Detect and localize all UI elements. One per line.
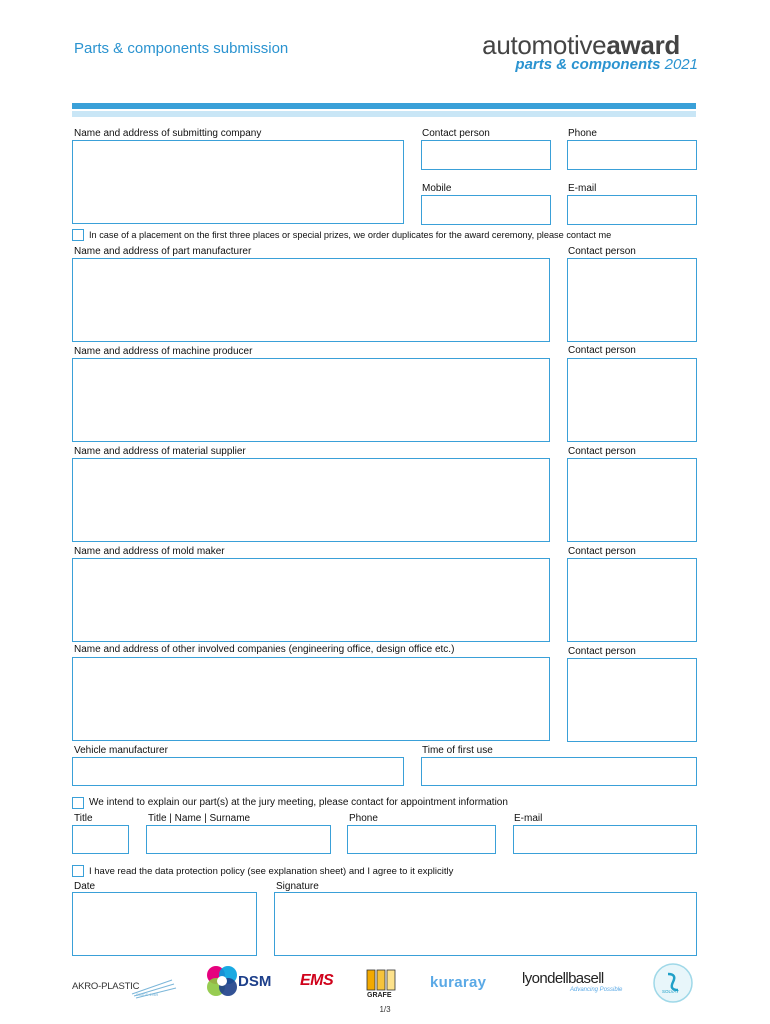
jury-name-field[interactable] [146,825,331,854]
page-number: 1/3 [379,1005,391,1014]
machine-producer-contact-label: Contact person [568,345,636,356]
company-phone-field[interactable] [567,140,697,170]
brand-light: automotive [482,30,607,60]
other-companies-field[interactable] [72,657,550,741]
date-field[interactable] [72,892,257,956]
company-contact-field[interactable] [421,140,551,170]
part-manufacturer-contact-field[interactable] [567,258,697,342]
signature-label: Signature [276,881,319,892]
grafe-mark [366,968,400,992]
first-use-field[interactable] [421,757,697,786]
grafe-logo [366,968,400,997]
company-phone-label: Phone [568,128,597,139]
brand-bold: award [606,30,680,60]
jury-email-label: E-mail [514,813,543,824]
date-label: Date [74,881,96,892]
company-email-field[interactable] [567,195,697,225]
lyondellbasell-sub: Advancing Possible [570,987,623,993]
first-use-label: Time of first use [422,745,493,756]
machine-producer-field[interactable] [72,358,550,442]
jury-checkbox-label: We intend to explain our part(s) at the jury meeting, please contact for appointment information [89,797,508,808]
machine-producer-label: Name and address of machine producer [74,346,253,357]
akro-plastic-sub: SINCE 1969 [136,992,159,997]
brand-subtitle [515,56,698,73]
sponsor-logos [60,960,710,1005]
company-email-label: E-mail [568,183,597,194]
machine-producer-contact-field[interactable] [567,358,697,442]
material-supplier-field[interactable] [72,458,550,542]
mold-maker-field[interactable] [72,558,550,642]
jury-email-field[interactable] [513,825,697,854]
dsm-logo [205,964,272,1003]
solvay-logo [652,962,694,1009]
form-title: Parts & components submission [74,40,289,57]
dsm-text: DSM [238,973,272,990]
mold-maker-contact-field[interactable] [567,558,697,642]
jury-title-field[interactable] [72,825,129,854]
mold-maker-contact-label: Contact person [568,546,636,557]
jury-name-label: Title | Name | Surname [148,813,251,824]
other-companies-contact-label: Contact person [568,646,636,657]
privacy-checkbox[interactable] [72,865,84,877]
other-companies-contact-field[interactable] [567,658,697,742]
akro-plastic-text: AKRO-PLASTIC [72,981,140,992]
solvay-text: SOLVAY [662,989,680,994]
grafe-text: GRAFE [367,992,392,999]
jury-phone-label: Phone [349,813,378,824]
part-manufacturer-label: Name and address of part manufacturer [74,246,252,257]
vehicle-manufacturer-field[interactable] [72,757,404,786]
jury-phone-field[interactable] [347,825,496,854]
kuraray-logo: kuraray [430,974,487,991]
jury-title-label: Title [74,813,93,824]
akro-plastic-logo [72,978,177,1005]
lyondellbasell-text: lyondellbasell [522,970,604,987]
dsm-mark [205,964,239,998]
duplicates-checkbox-label: In case of a placement on the first three places or special prizes, we order duplicates for the award ceremony, please contact me [89,230,612,240]
material-supplier-contact-field[interactable] [567,458,697,542]
other-companies-label: Name and address of other involved companies (engineering office, design office etc.) [74,644,455,655]
part-manufacturer-field[interactable] [72,258,550,342]
vehicle-manufacturer-label: Vehicle manufacturer [74,745,168,756]
privacy-checkbox-label: I have read the data protection policy (see explanation sheet) and I agree to it explicitly [89,866,454,877]
company-label: Name and address of submitting company [74,128,262,139]
jury-checkbox[interactable] [72,797,84,809]
brand-year: 2021 [664,56,698,73]
solvay-mark [652,962,694,1004]
lyondellbasell-logo [522,970,623,993]
part-manufacturer-contact-label: Contact person [568,246,636,257]
header-divider-light [72,111,696,117]
mold-maker-label: Name and address of mold maker [74,546,225,557]
signature-field[interactable] [274,892,697,956]
company-mobile-label: Mobile [422,183,452,194]
duplicates-checkbox[interactable] [72,229,84,241]
company-contact-label: Contact person [422,128,490,139]
company-address-field[interactable] [72,140,404,224]
material-supplier-label: Name and address of material supplier [74,446,246,457]
ems-logo: EMS [300,972,334,989]
material-supplier-contact-label: Contact person [568,446,636,457]
brand-sub-text: parts & components [515,56,661,73]
header-divider [72,103,696,109]
company-mobile-field[interactable] [421,195,551,225]
